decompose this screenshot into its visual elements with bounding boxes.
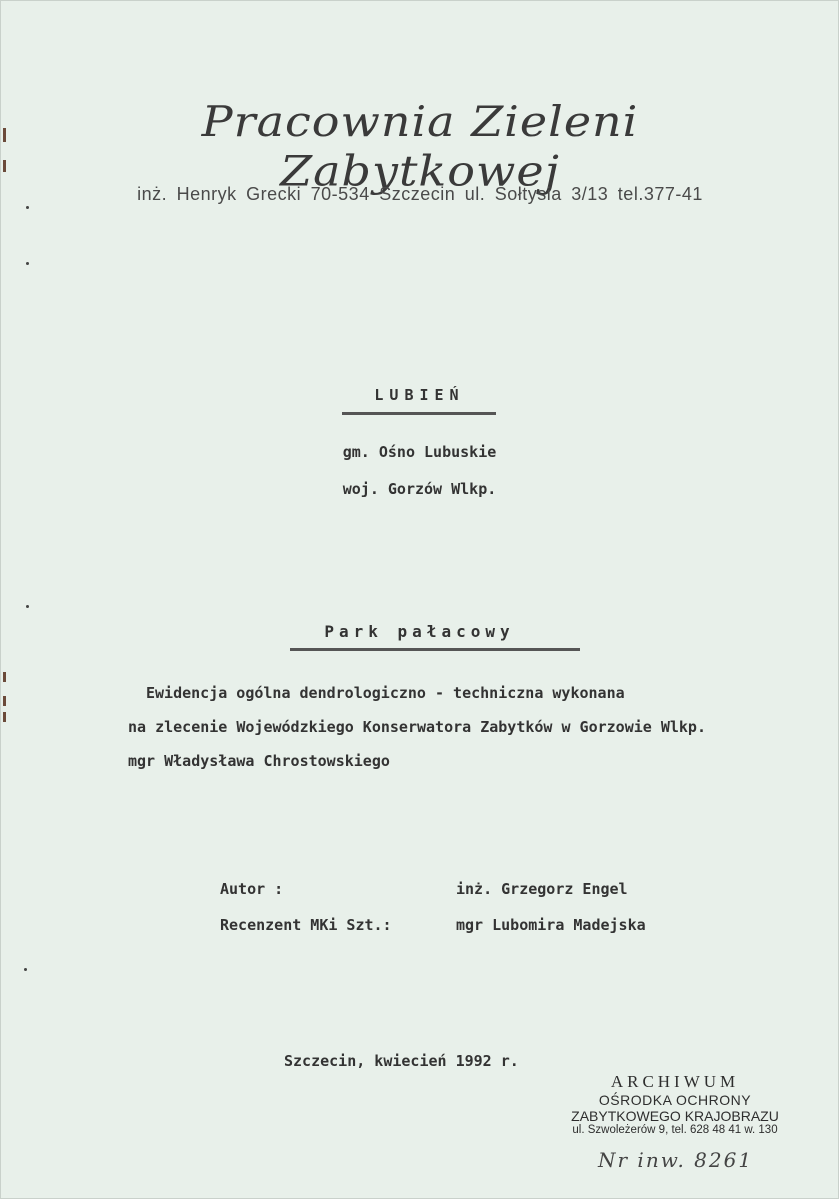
- stamp-line-3: ZABYTKOWEGO KRAJOBRAZU: [571, 1108, 779, 1124]
- author-label: Autor :: [220, 880, 284, 898]
- stamp-line-1: ARCHIWUM: [610, 1072, 740, 1091]
- author-value: inż. Grzegorz Engel: [456, 880, 628, 898]
- location-underline: [342, 412, 496, 415]
- archive-stamp: [560, 1072, 790, 1136]
- punch-dot: [26, 605, 29, 608]
- subject-title: Park pałacowy: [324, 622, 515, 641]
- binding-mark: [3, 696, 6, 706]
- letterhead-title: Pracownia Zieleni Zabytkowej: [201, 96, 639, 196]
- punch-dot: [26, 206, 29, 209]
- description-line-2: na zlecenie Wojewódzkiego Konserwatora Zabytków w Gorzowie Wlkp.: [128, 718, 706, 736]
- place-date: Szczecin, kwiecień 1992 r.: [284, 1052, 519, 1070]
- binding-mark: [3, 160, 6, 172]
- binding-mark: [3, 672, 6, 682]
- description-line-3: mgr Władysława Chrostowskiego: [128, 752, 390, 770]
- description-line-1: Ewidencja ogólna dendrologiczno - techniczna wykonana: [146, 684, 625, 702]
- reviewer-label: Recenzent MKi Szt.:: [220, 916, 392, 934]
- punch-dot: [26, 262, 29, 265]
- stamp-line-4: ul. Szwoleżerów 9, tel. 628 48 41 w. 130: [572, 1124, 778, 1136]
- letterhead-address: inż. Henryk Grecki 70-534 Szczecin ul. Sołtysia 3/13 tel.377-41: [137, 184, 703, 204]
- inventory-number: Nr inw. 8261: [598, 1148, 754, 1172]
- reviewer-value: mgr Lubomira Madejska: [456, 916, 646, 934]
- voivodeship-line: woj. Gorzów Wlkp.: [342, 480, 497, 498]
- subject-underline: [290, 648, 580, 651]
- location-name: LUBIEŃ: [374, 386, 465, 404]
- stamp-line-2: OŚRODKA OCHRONY: [598, 1092, 752, 1108]
- binding-mark: [3, 712, 6, 722]
- commune-line: gm. Ośno Lubuskie: [342, 443, 497, 461]
- punch-dot: [24, 968, 27, 971]
- binding-mark: [3, 128, 6, 142]
